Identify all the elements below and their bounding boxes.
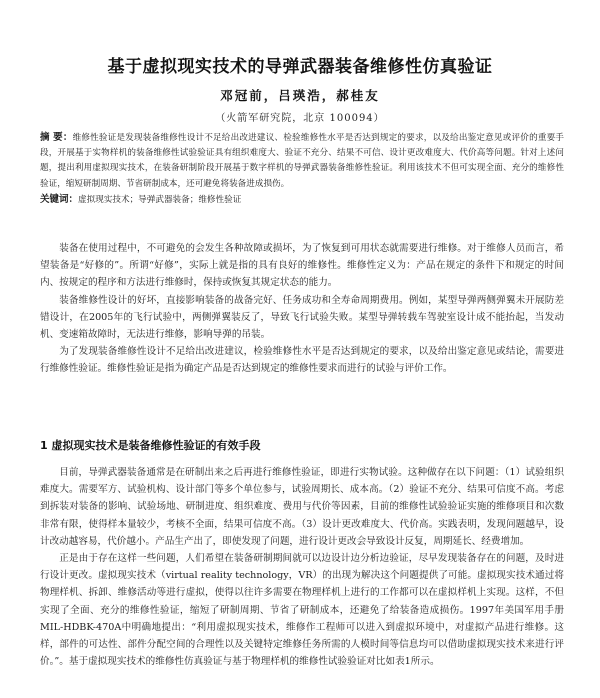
paper-affiliation: （火箭军研究院，北京 100094） bbox=[215, 113, 385, 124]
section-paragraph: 目前，导弹武器装备通常是在研制出来之后再进行维修性验证，即进行实物试验。这种做存在以下问题：（1）试验组织难度大。需要军方、试验机构、设计部门等多个单位参与，试验周期长、成本高。（2）验证不充分、结果可信度不高。考虑到拆装对装备的影响、试验场地、研制进度、组织难度、费用与代价等因素，目前的维修性试验验证实施的维修项目和次数非常有限，使得样本量较少，考核不全面，结果可信度不高。（3）设计更改难度大、代价高。实践表明，发现问题越早，设计改动越容易，代价越小。产品生产出了，即使发现了问题，进行设计更改会导致设计反复，周期延长、经费增加。 bbox=[40, 467, 564, 547]
section-paragraph: 正是由于存在这样一些问题，人们希望在装备研制期间就可以边设计边分析边验证，尽早发现装备存在的问题，及时进行设计更改。虚拟现实技术（virtual reality technology，VR）的出现为解决这个问题提供了可能。虚拟现实技术通过将物理样机、拆卸、维修活动等进行虚拟，使得以往许多需要在物理样机上进行的工作都可以在虚拟样机上实现。这样，不但实现了全面、充分的维修性验证，缩短了研制周期、节省了研制成本，还避免了给装备造成损伤。1997年美国军用手册MIL-HDBK-470A中明确地提出：“利用虚拟现实技术，维修作工程师可以进入到虚拟环境中，对虚拟产品进行维修。这样，部件的可达性、部件分配空间的合理性以及关键特定维修任务所需的人模时间等信息均可以借助虚拟现实技术来进行评价。”。基于虚拟现实技术的维修性仿真验证与基于物理样机的维修性试验验证对比如表1所示。 bbox=[40, 553, 564, 668]
abstract-paragraph bbox=[40, 130, 564, 192]
section-heading: 1 虚拟现实技术是装备维修性验证的有效手段 bbox=[40, 439, 261, 452]
introduction bbox=[40, 240, 564, 378]
keywords-text: 虚拟现实技术；导弹武器装备；维修性验证 bbox=[78, 194, 242, 205]
keywords-line bbox=[40, 192, 564, 208]
paper-authors: 邓冠前，吕瑛浩，郝桂友 bbox=[220, 88, 380, 103]
paper-title: 基于虚拟现实技术的导弹武器装备维修性仿真验证 bbox=[107, 57, 493, 77]
intro-paragraph: 装备在使用过程中，不可避免的会发生各种故障或损坏，为了恢复到可用状态就需要进行维修。对于维修人员而言，希望装备是“好修的”。所谓“好修”，实际上就是指的具有良好的维修性。维修性定义为：产品在规定的条件下和规定的时间内、按规定的程序和方法进行维修时，保持或恢复其规定状态的能力。 bbox=[40, 243, 564, 289]
abstract-block bbox=[40, 130, 564, 208]
section-1-body bbox=[40, 464, 564, 670]
abstract-text: 维修性验证是发现装备维修性设计不足给出改进建议、检验维修性水平是否达到规定的要求，以及给出鉴定意见或评价的重要手段，开展基于实物样机的装备维修性试验验证具有组织难度大、验证不充分、结果不可信、设计更改难度大、代价高等问题。针对上述问题，提出利用虚拟现实技术，在装备研制阶段开展基于数字样机的导弹武器装备维修性验证。利用该技术不但可实现全面、充分的维修性验证，缩短研制周期、节省研制成本，还可避免将装备进成损伤。 bbox=[40, 133, 564, 189]
intro-paragraph: 装备维修性设计的好坏，直接影响装备的战备完好、任务成功和全寿命周期费用。例如，某型导弹两侧弹翼未开展防差错设计，在2005年的飞行试验中，两侧弹翼装反了，导致飞行试验失败。某型导弹转载车驾驶室设计成不能抬起，当发动机、变速箱故障时，无法进行维修，影响导弹的吊装。 bbox=[40, 294, 564, 341]
intro-paragraph: 为了发现装备维修性设计不足给出改进建议，检验维修性水平是否达到规定的要求，以及给出鉴定意见或结论，需要进行维修性验证。维修性验证是指为确定产品是否达到规定的维修性要求而进行的试验与评价工作。 bbox=[40, 346, 564, 375]
keywords-label: 关键词： bbox=[40, 193, 79, 205]
abstract-label: 摘 要： bbox=[40, 132, 73, 143]
